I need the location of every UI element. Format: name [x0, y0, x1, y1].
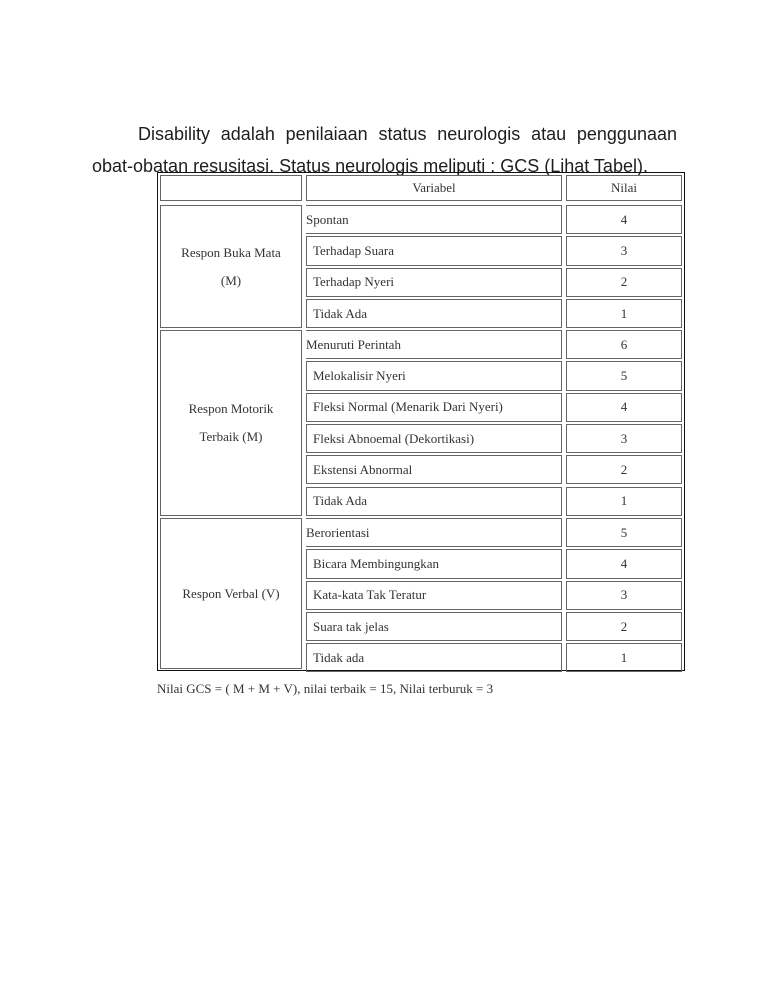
- table-row: [306, 486, 684, 517]
- table-row: [306, 235, 684, 266]
- table-row: [306, 611, 684, 642]
- table-row: [306, 204, 684, 235]
- row-label: Bicara Membingungkan: [306, 549, 562, 578]
- row-value: 3: [566, 236, 682, 265]
- row-value: 2: [566, 268, 682, 297]
- table-row: [306, 642, 684, 673]
- row-label: Fleksi Normal (Menarik Dari Nyeri): [306, 393, 562, 422]
- category-line: Terbaik (M): [199, 429, 263, 444]
- row-value: 4: [566, 549, 682, 578]
- row-label: Menuruti Perintah: [306, 330, 562, 359]
- row-value: 2: [566, 455, 682, 484]
- row-label: Tidak Ada: [306, 487, 562, 516]
- group-buka-mata: [158, 204, 684, 329]
- table-row: [306, 423, 684, 454]
- row-label: Spontan: [306, 205, 562, 234]
- table-row: [306, 580, 684, 611]
- row-value: 4: [566, 205, 682, 234]
- group-motorik: [158, 329, 684, 517]
- category-cell: [160, 205, 302, 328]
- row-label: Melokalisir Nyeri: [306, 361, 562, 390]
- table-row: [306, 454, 684, 485]
- row-label: Terhadap Nyeri: [306, 268, 562, 297]
- table-row: [306, 548, 684, 579]
- table-row: [306, 517, 684, 548]
- table-row: [306, 267, 684, 298]
- intro-line-1: Disability adalah penilaiaan status neurologis atau penggunaan: [138, 124, 677, 144]
- category-line: (M): [220, 272, 242, 288]
- table-row: [306, 329, 684, 360]
- row-value: 2: [566, 612, 682, 641]
- row-value: 5: [566, 518, 682, 547]
- row-value: 3: [566, 424, 682, 453]
- row-label: Berorientasi: [306, 518, 562, 547]
- category-line: Respon Verbal (V): [182, 585, 280, 601]
- row-value: 1: [566, 643, 682, 672]
- category-cell: [160, 330, 302, 516]
- table-row: [306, 360, 684, 391]
- row-label: Fleksi Abnoemal (Dekortikasi): [306, 424, 562, 453]
- table-header: [306, 173, 684, 204]
- row-label: Tidak ada: [306, 643, 562, 672]
- row-value: 6: [566, 330, 682, 359]
- table-row: [306, 392, 684, 423]
- category-cell: [160, 518, 302, 669]
- row-label: Suara tak jelas: [306, 612, 562, 641]
- intro-line-2: obat-obatan resusitasi. Status neurologis meliputi : GCS (Lihat Tabel).: [92, 156, 648, 176]
- header-empty-cell: [160, 175, 302, 201]
- header-nilai: Nilai: [566, 175, 682, 201]
- gcs-note: Nilai GCS = ( M + M + V), nilai terbaik = 15, Nilai terburuk = 3: [157, 681, 494, 696]
- row-label: Tidak Ada: [306, 299, 562, 328]
- group-verbal: [158, 517, 684, 670]
- gcs-table: [157, 172, 685, 671]
- row-value: 5: [566, 361, 682, 390]
- header-variabel: Variabel: [306, 175, 562, 201]
- row-value: 1: [566, 299, 682, 328]
- row-label: Terhadap Suara: [306, 236, 562, 265]
- category-line: Respon Buka Mata: [181, 244, 281, 260]
- row-value: 3: [566, 581, 682, 610]
- row-label: Kata-kata Tak Teratur: [306, 581, 562, 610]
- category-line: Respon Motorik: [188, 401, 274, 416]
- row-value: 1: [566, 487, 682, 516]
- row-value: 4: [566, 393, 682, 422]
- row-label: Ekstensi Abnormal: [306, 455, 562, 484]
- table-row: [306, 298, 684, 329]
